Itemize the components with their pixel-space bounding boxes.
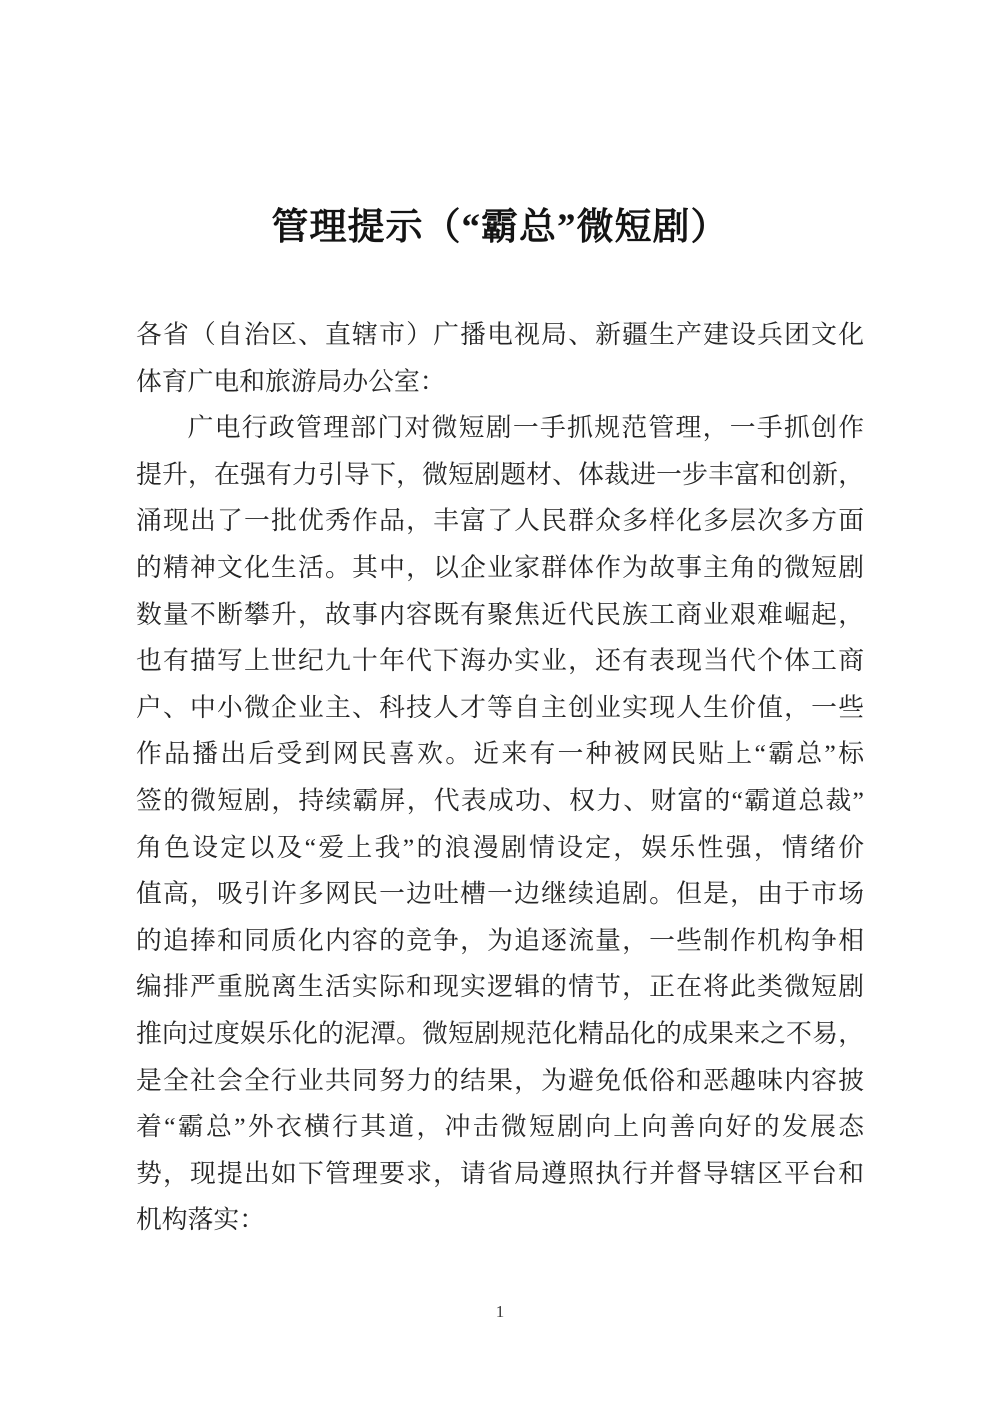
text-line: 的追捧和同质化内容的竞争，为追逐流量，一些制作机构争相 bbox=[136, 925, 864, 955]
document-title: 管理提示（“霸总”微短剧） bbox=[271, 207, 729, 248]
text-line: 的精神文化生活。其中，以企业家群体作为故事主角的微短剧 bbox=[136, 552, 864, 582]
page-number: 1 bbox=[495, 1302, 505, 1321]
text-line: 角色设定以及“爱上我”的浪漫剧情设定，娱乐性强，情绪价 bbox=[136, 832, 864, 862]
document-body bbox=[136, 312, 864, 1244]
text-line: 各省（自治区、直辖市）广播电视局、新疆生产建设兵团文化 bbox=[136, 320, 864, 349]
text-line: 作品播出后受到网民喜欢。近来有一种被网民贴上“霸总”标 bbox=[136, 739, 864, 769]
text-line: 机构落实： bbox=[136, 1205, 265, 1235]
text-line: 势，现提出如下管理要求，请省局遵照执行并督导辖区平台和 bbox=[136, 1158, 864, 1188]
text-line: 广电行政管理部门对微短剧一手抓规范管理，一手抓创作 bbox=[187, 413, 864, 443]
text-line: 推向过度娱乐化的泥潭。微短剧规范化精品化的成果来之不易， bbox=[136, 1018, 864, 1048]
text-line: 提升，在强有力引导下，微短剧题材、体裁进一步丰富和创新， bbox=[136, 459, 864, 489]
text-line: 涌现出了一批优秀作品，丰富了人民群众多样化多层次多方面 bbox=[136, 506, 864, 536]
text-line: 签的微短剧，持续霸屏，代表成功、权力、财富的“霸道总裁” bbox=[136, 785, 864, 815]
text-line: 户、中小微企业主、科技人才等自主创业实现人生价值，一些 bbox=[136, 692, 864, 722]
text-line: 是全社会全行业共同努力的结果，为避免低俗和恶趣味内容披 bbox=[136, 1065, 864, 1095]
text-line: 数量不断攀升，故事内容既有聚焦近代民族工商业艰难崛起， bbox=[136, 599, 864, 629]
text-line: 值高，吸引许多网民一边吐槽一边继续追剧。但是，由于市场 bbox=[136, 879, 864, 909]
text-line: 编排严重脱离生活实际和现实逻辑的情节，正在将此类微短剧 bbox=[136, 972, 864, 1002]
text-line: 也有描写上世纪九十年代下海办实业，还有表现当代个体工商 bbox=[136, 646, 864, 676]
text-line: 着“霸总”外衣横行其道，冲击微短剧向上向善向好的发展态 bbox=[136, 1112, 864, 1142]
text-line: 体育广电和旅游局办公室： bbox=[136, 366, 446, 396]
